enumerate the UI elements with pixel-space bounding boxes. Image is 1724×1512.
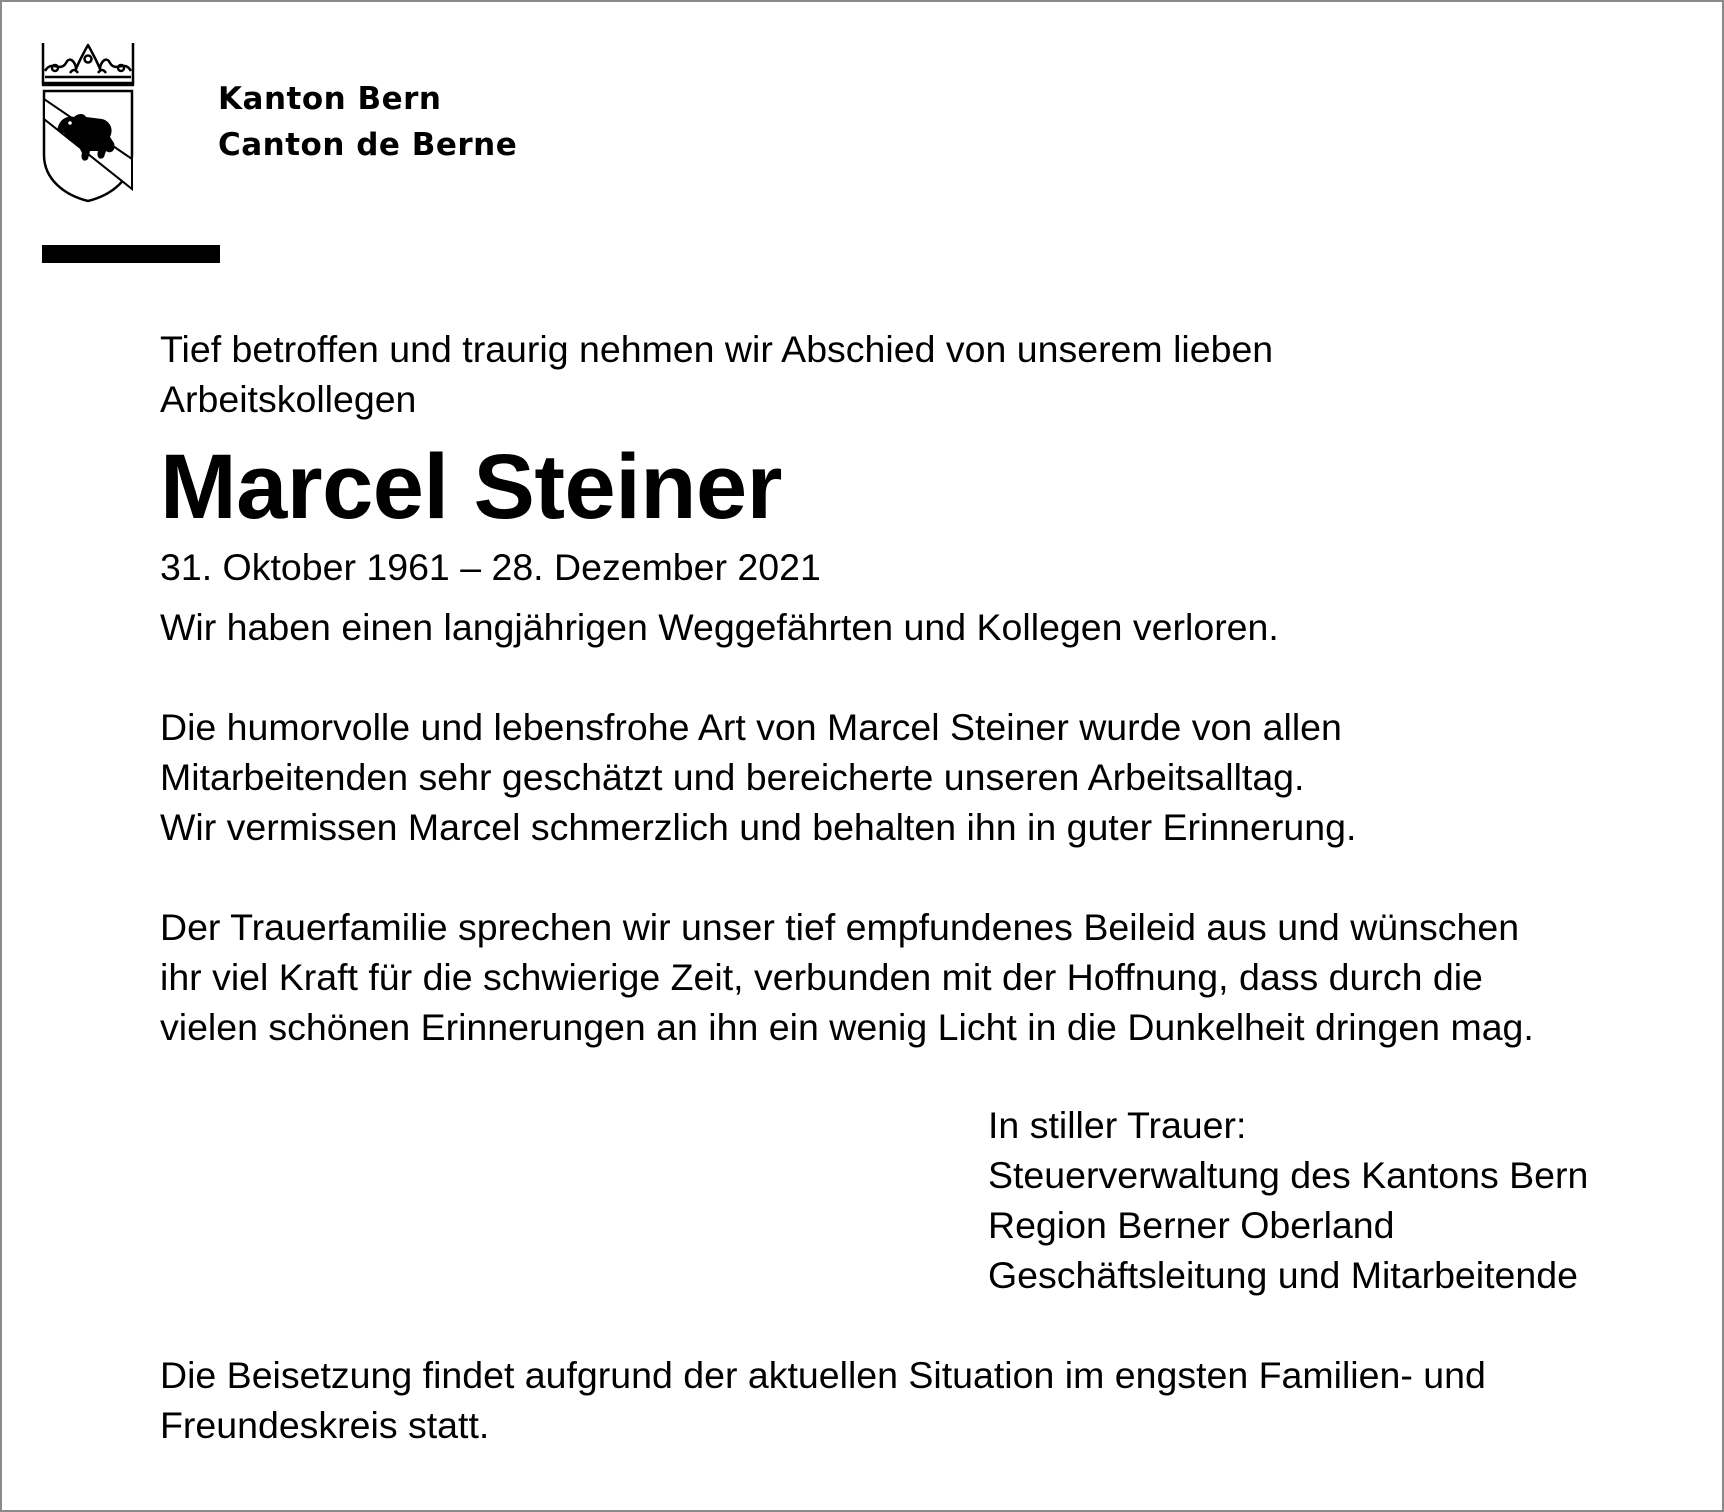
signature-line: Geschäftsleitung und Mitarbeitende [988, 1254, 1578, 1296]
condolence-paragraph [160, 902, 1700, 1052]
burial-note [160, 1350, 1700, 1450]
paragraph-line: Wir vermissen Marcel schmerzlich und behalten ihn in guter Erinnerung. [160, 806, 1357, 848]
burial-line: Freundeskreis statt. [160, 1404, 490, 1446]
life-dates: 31. Oktober 1961 – 28. Dezember 2021 [160, 546, 821, 588]
organization-name [218, 76, 517, 168]
org-line-fr: Canton de Berne [218, 127, 518, 163]
bern-coat-of-arms-icon [40, 39, 136, 203]
notice-body [160, 324, 1700, 1450]
deceased-name: Marcel Steiner [160, 436, 782, 538]
org-line-de: Kanton Bern [218, 81, 442, 117]
paragraph-line: Der Trauerfamilie sprechen wir unser tief empfundenes Beileid aus und wünschen [160, 906, 1520, 948]
intro-line: Tief betroffen und traurig nehmen wir Abschied von unserem lieben [160, 328, 1274, 370]
paragraph-line: Die humorvolle und lebensfrohe Art von Marcel Steiner wurde von allen [160, 706, 1342, 748]
signature-line: Steuerverwaltung des Kantons Bern [988, 1154, 1589, 1196]
signature-line: Region Berner Oberland [988, 1204, 1395, 1246]
loss-sentence: Wir haben einen langjährigen Weggefährten und Kollegen verloren. [160, 606, 1279, 648]
paragraph-line: ihr viel Kraft für die schwierige Zeit, verbunden mit der Hoffnung, dass durch die [160, 956, 1483, 998]
signature-line: In stiller Trauer: [988, 1104, 1247, 1146]
intro-text [160, 324, 1700, 424]
burial-line: Die Beisetzung findet aufgrund der aktuellen Situation im engsten Familien- und [160, 1354, 1486, 1396]
paragraph-line: vielen schönen Erinnerungen an ihn ein wenig Licht in die Dunkelheit dringen mag. [160, 1006, 1534, 1048]
signature-block [988, 1100, 1700, 1300]
header-divider-bar [42, 245, 220, 263]
tribute-paragraph [160, 702, 1700, 852]
paragraph-line: Mitarbeitenden sehr geschätzt und bereicherte unseren Arbeitsalltag. [160, 756, 1305, 798]
intro-line: Arbeitskollegen [160, 378, 417, 420]
